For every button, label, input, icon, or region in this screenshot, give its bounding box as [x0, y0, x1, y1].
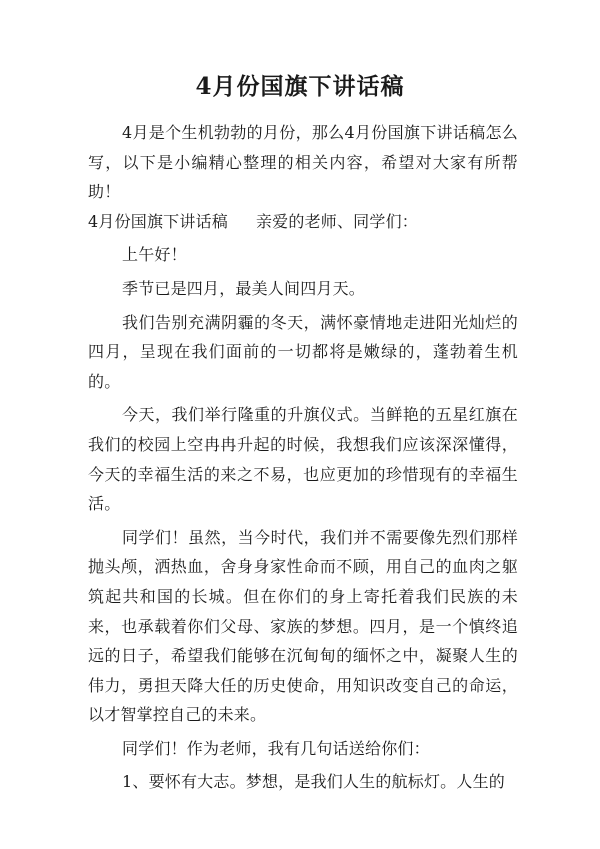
- paragraph-winter: 我们告别充满阴霾的冬天，满怀豪情地走进阳光灿烂的四月，呈现在我们面前的一切都将是嫩绿的，蓬勃着生机的。: [88, 312, 518, 391]
- document-title: 4月份国旗下讲话稿: [195, 73, 405, 100]
- paragraph-flag-ceremony: 今天，我们举行隆重的升旗仪式。当鲜艳的五星红旗在我们的校园上空冉冉升起的时候，我想我们应该深深懂得，今天的幸福生活的来之不易，也应更加的珍惜现有的幸福生活。: [88, 405, 518, 514]
- paragraph-students: 同学们！虽然，当今时代，我们并不需要像先烈们那样抛头颅，洒热血，舍身身家性命而不顾，用自己的血肉之躯筑起共和国的长城。但在你们的身上寄托着我们民族的未来，也承载着你们父母、家族的梦想。四月，是一个慎终追远的日子，希望我们能够在沉甸甸的缅怀之中，凝聚人生的伟力，勇担天降大任的历史使命，用知识改变自己的命运，以才智掌控自己的未来。: [88, 527, 518, 725]
- paragraph-teacher-words: 同学们！作为老师，我有几句话送给你们：: [122, 738, 430, 758]
- paragraph-point-one: 1、要怀有大志。梦想，是我们人生的航标灯。人生的: [122, 772, 505, 792]
- document-body: [88, 118, 518, 797]
- paragraph-greeting: 上午好！: [122, 245, 187, 265]
- subheading: 4月份国旗下讲话稿: [88, 211, 228, 231]
- paragraph-season: 季节已是四月，最美人间四月天。: [122, 278, 366, 298]
- intro-paragraph: 4月是个生机勃勃的月份，那么4月份国旗下讲话稿怎么写，以下是小编精心整理的相关内容，希望对大家有所帮助！: [88, 123, 518, 202]
- subheading-line: [88, 207, 518, 237]
- salutation: 亲爱的老师、同学们：: [255, 211, 418, 231]
